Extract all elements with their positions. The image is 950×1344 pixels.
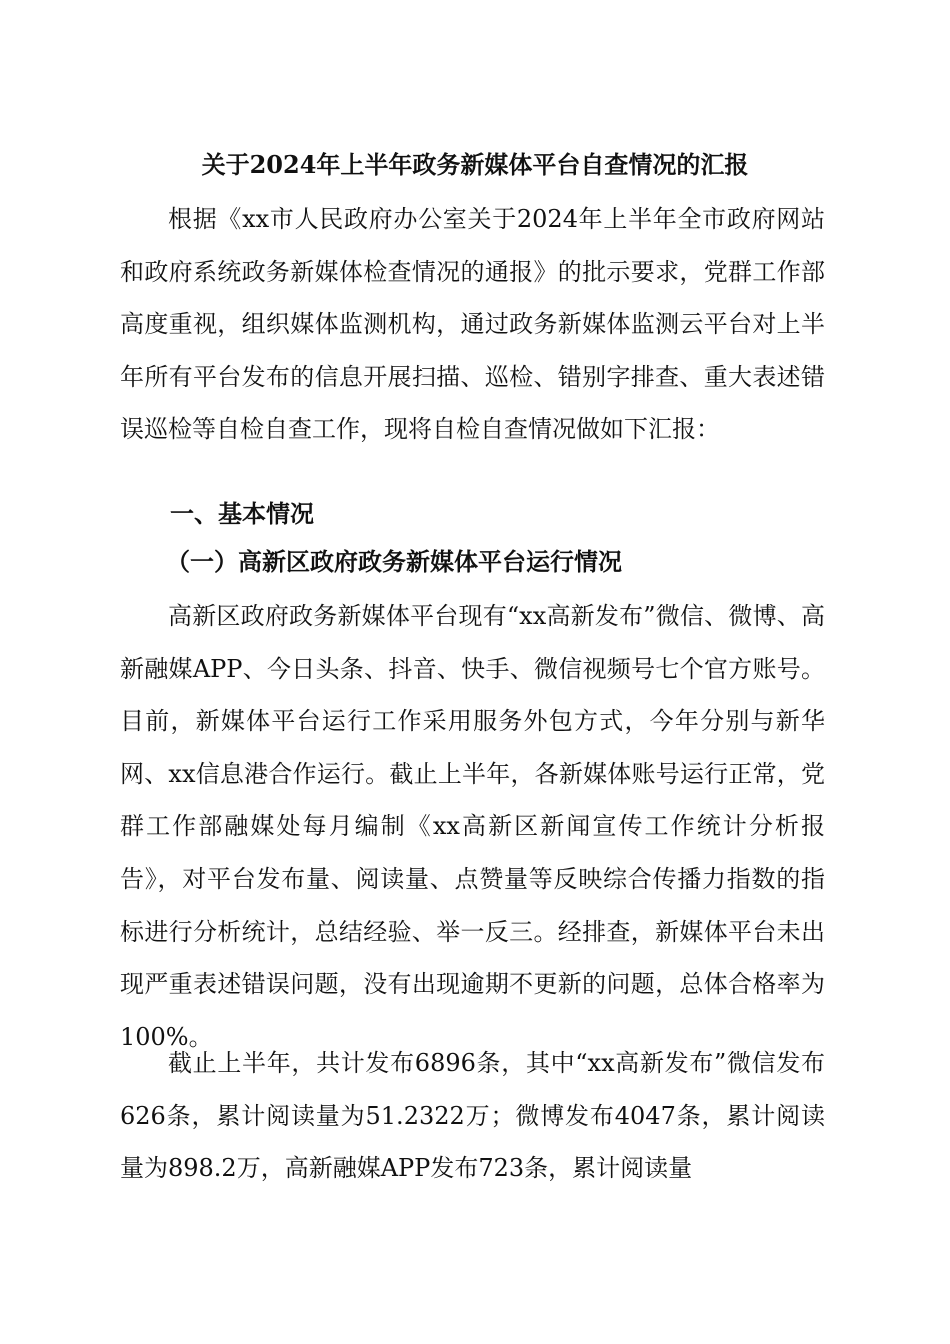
platform-operation-paragraph: 高新区政府政务新媒体平台现有“xx高新发布”微信、微博、高新融媒APP、今日头条、抖音、快手、微信视频号七个官方账号。目前，新媒体平台运行工作采用服务外包方式，今年分别与新华网、xx信息港合作运行。截止上半年，各新媒体账号运行正常，党群工作部融媒处每月编制《xx高新区新闻宣传工作统计分析报告》，对平台发布量、阅读量、点赞量等反映综合传播力指数的指标进行分析统计，总结经验、举一反三。经排查，新媒体平台未出现严重表述错误问题，没有出现逾期不更新的问题，总体合格率为100%。 — [120, 602, 825, 1051]
subsection-heading-platform-operation: （一）高新区政府政务新媒体平台运行情况 — [166, 547, 622, 576]
section-heading-basic-situation: 一、基本情况 — [170, 500, 314, 528]
document-title: 关于2024年上半年政务新媒体平台自查情况的汇报 — [201, 150, 749, 179]
intro-paragraph: 根据《xx市人民政府办公室关于2024年上半年全市政府网站和政府系统政务新媒体检查情况的通报》的批示要求，党群工作部高度重视，组织媒体监测机构，通过政务新媒体监测云平台对上半年所有平台发布的信息开展扫描、巡检、错别字排查、重大表述错误巡检等自检自查工作，现将自检自查情况做如下汇报： — [120, 205, 825, 444]
publication-statistics-paragraph: 截止上半年，共计发布6896条，其中“xx高新发布”微信发布626条，累计阅读量为51.2322万；微博发布4047条，累计阅读量为898.2万，高新融媒APP发布723条，累计阅读量 — [120, 1049, 825, 1183]
